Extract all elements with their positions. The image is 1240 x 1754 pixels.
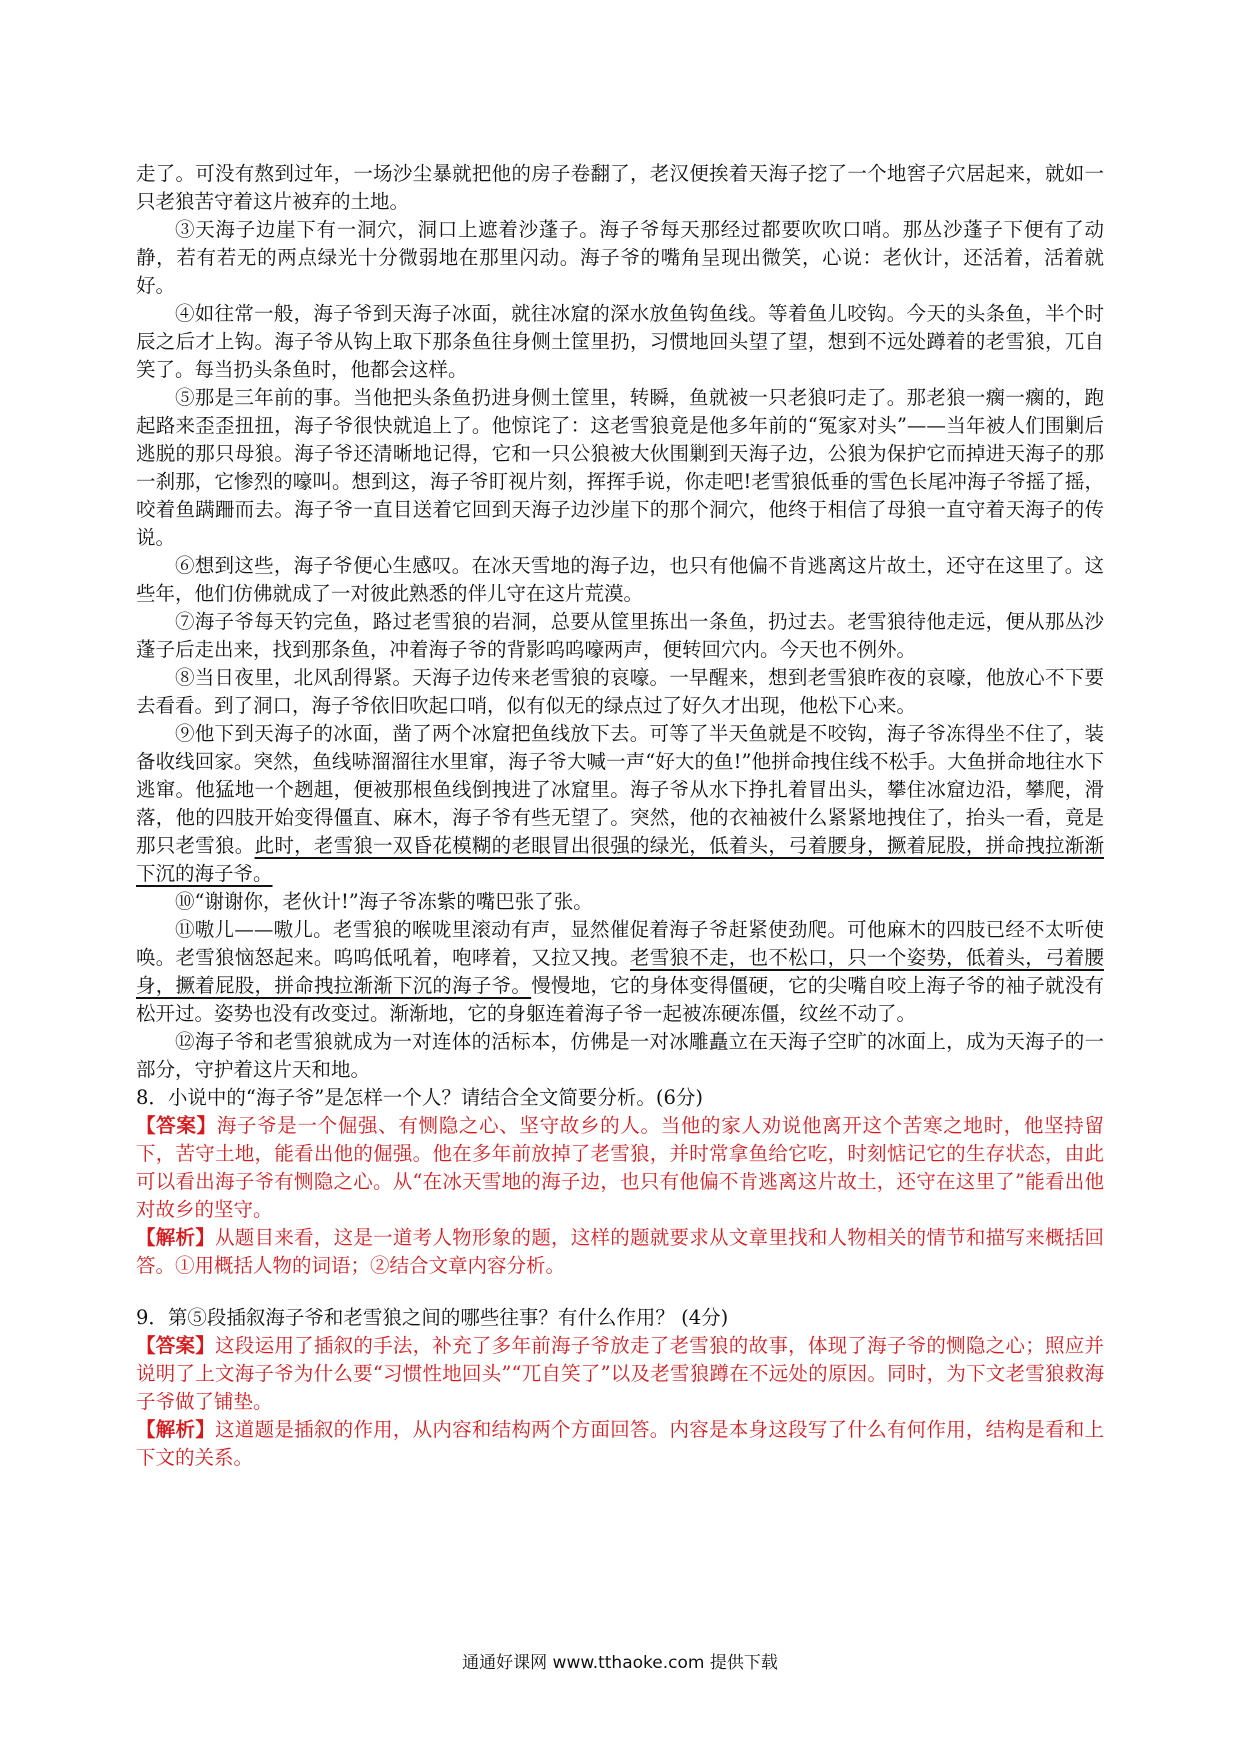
question-8-answer — [136, 1112, 1104, 1224]
answer-tag: 【答案】 — [136, 1114, 217, 1137]
paragraph-8: ⑧当日夜里，北风刮得紧。天海子边传来老雪狼的哀嚎。一早醒来，想到老雪狼昨夜的哀嚎，他放心不下要去看看。到了洞口，海子爷依旧吹起口哨，似有似无的绿点过了好久才出现，他松下心来。 — [136, 666, 1104, 717]
paragraph-11-underlined: 老雪狼不走，也不松口，只一个姿势，低着头，弓着腰身，撅着屁股，拼命拽拉渐渐下沉的海子爷。 — [136, 946, 1104, 997]
paragraph-9 — [136, 720, 1104, 888]
paragraph-12: ⑫海子爷和老雪狼就成为一对连体的活标本，仿佛是一对冰雕矗立在天海子空旷的冰面上，成为天海子的一部分，守护着这片天和地。 — [136, 1030, 1104, 1081]
analysis-text: 从题目来看，这是一道考人物形象的题，这样的题就要求从文章里找和人物相关的情节和描写来概括回答。①用概括人物的词语；②结合文章内容分析。 — [136, 1226, 1104, 1277]
paragraph-3: ③天海子边崖下有一洞穴，洞口上遮着沙蓬子。海子爷每天那经过都要吹吹口哨。那丛沙蓬子下便有了动静，若有若无的两点绿光十分微弱地在那里闪动。海子爷的嘴角呈现出微笑，心说：老伙计，还活着，活着就好。 — [136, 218, 1104, 297]
paragraph-4: ④如往常一般，海子爷到天海子冰面，就往冰窟的深水放鱼钩鱼线。等着鱼儿咬钩。今天的头条鱼，半个时辰之后才上钩。海子爷从钩上取下那条鱼往身侧土筐里扔，习惯地回头望了望，想到不远处蹲着的老雪狼，兀自笑了。每当扔头条鱼时，他都会这样。 — [136, 302, 1104, 381]
paragraph-9-text: ⑨他下到天海子的冰面，凿了两个冰窟把鱼线放下去。可等了半天鱼就是不咬钩，海子爷冻得坐不住了，装备收线回家。突然，鱼线哧溜溜往水里窜，海子爷大喊一声“好大的鱼!”他拼命拽住线不松手。大鱼拼命地往水下逃窜。他猛地一个趔趄，便被那根鱼线倒拽进了冰窟里。海子爷从水下挣扎着冒出头，攀住冰窟边沿，攀爬，滑落，他的四肢开始变得僵直、麻木，海子爷有些无望了。突然，他的衣袖被什么紧紧地拽住了，抬头一看，竟是那只老雪狼。 — [136, 722, 1104, 857]
answer-text: 这段运用了插叙的手法，补充了多年前海子爷放走了老雪狼的故事，体现了海子爷的恻隐之心；照应并说明了上文海子爷为什么要“习惯性地回头”“兀自笑了”以及老雪狼蹲在不远处的原因。同时，为下文老雪狼救海子爷做了铺垫。 — [136, 1334, 1104, 1413]
paragraph-11-text-b: 慢慢地，它的身体变得僵硬，它的尖嘴自咬上海子爷的袖子就没有松开过。姿势也没有改变过。渐渐地，它的身躯连着海子爷一起被冻硬冻僵，纹丝不动了。 — [136, 974, 1104, 1025]
analysis-tag: 【解析】 — [136, 1226, 216, 1249]
paragraph-7: ⑦海子爷每天钓完鱼，路过老雪狼的岩洞，总要从筐里拣出一条鱼，扔过去。老雪狼待他走远，便从那丛沙蓬子后走出来，找到那条鱼，冲着海子爷的背影呜呜嚎两声，便转回穴内。今天也不例外。 — [136, 610, 1104, 661]
analysis-text: 这道题是插叙的作用，从内容和结构两个方面回答。内容是本身这段写了什么有何作用，结构是看和上下文的关系。 — [136, 1418, 1104, 1469]
paragraph-11-text-a: ⑪嗷儿——嗷儿。老雪狼的喉咙里滚动有声，显然催促着海子爷赶紧使劲爬。可他麻木的四肢已经不太听使唤。老雪狼恼怒起来。呜呜低吼着，咆哮着，又拉又拽。 — [136, 918, 1104, 969]
paragraph-continuation: 走了。可没有熬到过年，一场沙尘暴就把他的房子卷翻了，老汉便挨着天海子挖了一个地窖子穴居起来，就如一只老狼苦守着这片被弃的土地。 — [136, 162, 1104, 213]
question-9-analysis — [136, 1416, 1104, 1472]
paragraph-11 — [136, 916, 1104, 1028]
question-8-analysis — [136, 1224, 1104, 1280]
answer-text: 海子爷是一个倔强、有恻隐之心、坚守故乡的人。当他的家人劝说他离开这个苦寒之地时，他坚持留下，苦守土地，能看出他的倔强。他在多年前放掉了老雪狼，并时常拿鱼给它吃，时刻惦记它的生存状态，由此可以看出海子爷有恻隐之心。从“在冰天雪地的海子边，也只有他偏不肯逃离这片故土，还守在这里了”能看出他对故乡的坚守。 — [136, 1114, 1104, 1221]
spacer — [136, 1280, 1104, 1304]
paragraph-9-underlined: 此时，老雪狼一双昏花模糊的老眼冒出很强的绿光，低着头，弓着腰身，撅着屁股，拼命拽拉渐渐下沉的海子爷。 — [136, 834, 1104, 885]
paragraph-6: ⑥想到这些，海子爷便心生感叹。在冰天雪地的海子边，也只有他偏不肯逃离这片故土，还守在这里了。这些年，他们仿佛就成了一对彼此熟悉的伴儿守在这片荒漠。 — [136, 554, 1104, 605]
paragraph-5: ⑤那是三年前的事。当他把头条鱼扔进身侧土筐里，转瞬，鱼就被一只老狼叼走了。那老狼一瘸一瘸的，跑起路来歪歪扭扭，海子爷很快就追上了。他惊诧了：这老雪狼竟是他多年前的“冤家对头”——当年被人们围剿后逃脱的那只母狼。海子爷还清晰地记得，它和一只公狼被大伙围剿到天海子边，公狼为保护它而掉进天海子的那一刹那，它惨烈的嚎叫。想到这，海子爷盯视片刻，挥挥手说，你走吧!老雪狼低垂的雪色长尾冲海子爷摇了摇，咬着鱼蹒跚而去。海子爷一直目送着它回到天海子边沙崖下的那个洞穴，他终于相信了母狼一直守着天海子的传说。 — [136, 386, 1104, 549]
question-8: 8．小说中的“海子爷”是怎样一个人？请结合全文简要分析。(6分) — [136, 1086, 703, 1109]
paragraph-10: ⑩“谢谢你，老伙计!”海子爷冻紫的嘴巴张了张。 — [175, 890, 593, 913]
page-footer: 通通好课网 www.tthaoke.com 提供下载 — [462, 1653, 778, 1673]
question-9: 9．第⑤段插叙海子爷和老雪狼之间的哪些往事？有什么作用？ (4分) — [136, 1306, 729, 1329]
question-9-answer — [136, 1332, 1104, 1416]
analysis-tag: 【解析】 — [136, 1418, 216, 1441]
answer-tag: 【答案】 — [136, 1334, 216, 1357]
